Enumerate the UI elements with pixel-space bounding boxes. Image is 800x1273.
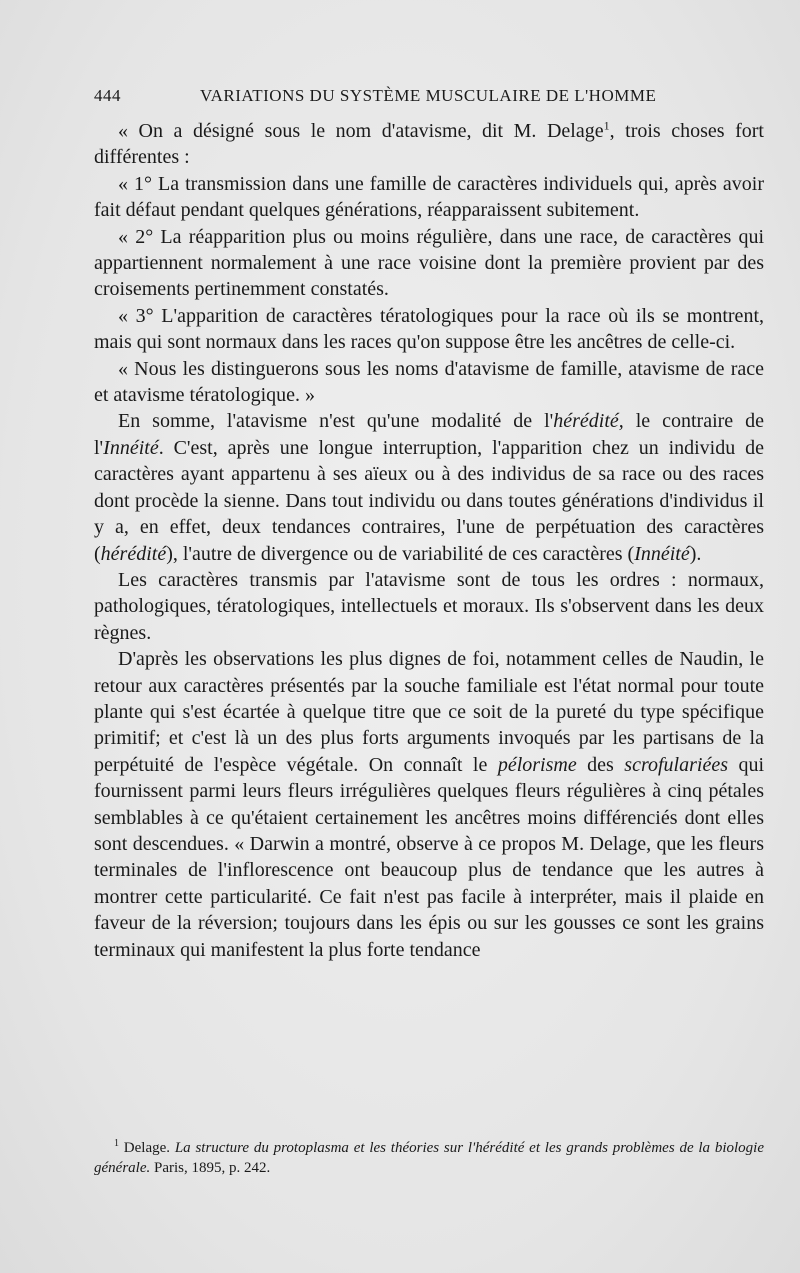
footnote-reference: 1 xyxy=(603,118,610,133)
paragraph-1: « On a désigné sous le nom d'atavisme, dit M. Delage$^1$, trois choses fort différentes : xyxy=(94,118,764,169)
footnote-1 xyxy=(94,1138,764,1178)
running-head xyxy=(94,86,714,112)
paragraph-8: D'après les observations les plus dignes de foi, notamment celles de Naudin, le retour aux caractères présentés par la souche familiale est l'état normal pour toute plante qui s'est écartée à quelque titre que ce soit de la pureté du type spécifique primitif; et c'est là un des plus forts arguments invoqués par les partisans de la perpétuité de l'espèce végétale. On connaît le pélorisme des scrofulariées qui fournissent parmi leurs fleurs irrégulières quelques fleurs régulières à cinq pétales semblables à ce qu'étaient certainement les ancêtres moins différenciés dont elles sont descendues. « Darwin a montré, observe à ce propos M. Delage, que les fleurs terminales de l'inflorescence ont beaucoup plus de tendance que les autres à montrer cette particularité. Ce fait n'est pas facile à interpréter, mais il plaide en faveur de la réversion; toujours dans les épis ou sur les gousses ce sont les grains terminaux qui manifestent la plus forte tendance xyxy=(94,648,765,961)
paragraph-3: « 2° La réapparition plus ou moins régulière, dans une race, de caractères qui appartiennent normalement à une race voisine dont la première provient par des croisements pertinemment constatés. xyxy=(94,225,764,301)
footnote-imprint: Paris, 1895, p. 242. xyxy=(153,1160,271,1176)
footnote-author: Delage. xyxy=(123,1140,171,1156)
footnote-marker: 1 xyxy=(114,1138,119,1149)
running-title: VARIATIONS DU SYSTÈME MUSCULAIRE DE L'HOMME xyxy=(200,86,657,105)
paragraph-2: « 1° La transmission dans une famille de caractères individuels qui, après avoir fait défaut pendant quelques générations, réapparaissent subitement. xyxy=(94,172,764,222)
footnotes xyxy=(94,1138,764,1178)
footnote-title: La structure du protoplasma et les théories sur l'hérédité et les grands problèmes de la biologie générale. xyxy=(94,1140,765,1176)
paragraph-4: « 3° L'apparition de caractères tératologiques pour la race où ils se montrent, mais qui sont normaux dans les races qu'on suppose être les ancêtres de celle-ci. xyxy=(94,304,764,354)
paragraph-6: En somme, l'atavisme n'est qu'une modalité de l'hérédité, le contraire de l'Innéité. C'est, après une longue interruption, l'apparition chez un individu de caractères ayant appartenu à ses aïeux ou à des individus de sa race ou des races dont procède la sienne. Dans tout individu ou dans toutes générations d'individus il y a, en effet, deux tendances contraires, l'une de perpétuation des caractères (hérédité), l'autre de divergence ou de variabilité de ces caractères (Innéité). xyxy=(94,410,764,565)
paragraph-7: Les caractères transmis par l'atavisme sont de tous les ordres : normaux, pathologiques, tératologiques, intellectuels et moraux. Ils s'observent dans les deux règnes. xyxy=(94,568,764,644)
paragraph-5: « Nous les distinguerons sous les noms d'atavisme de famille, atavisme de race et atavisme tératologique. » xyxy=(94,357,764,407)
page-number: 444 xyxy=(94,86,121,105)
main-text xyxy=(94,118,764,963)
